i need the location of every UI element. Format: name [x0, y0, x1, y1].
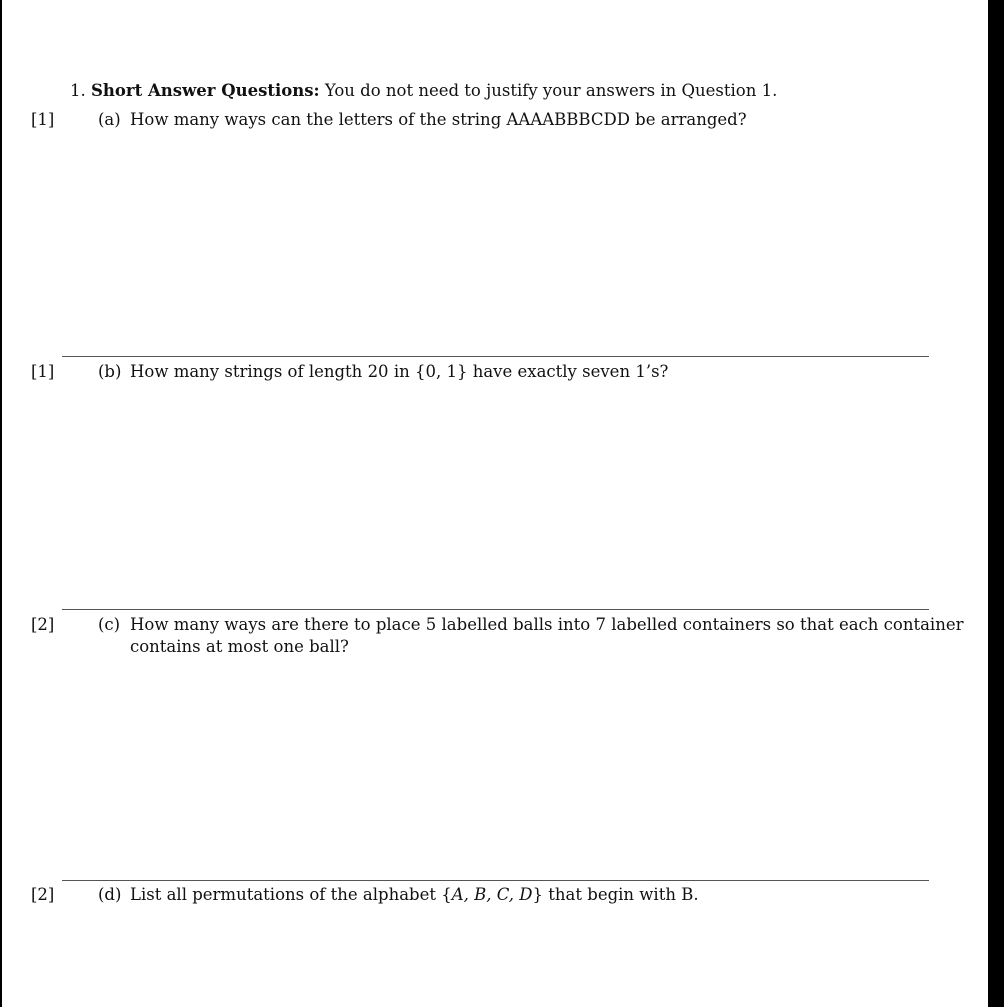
marks-part-c: [2]	[31, 615, 55, 634]
question-number: 1.	[70, 81, 86, 100]
part-a-text: How many ways can the letters of the string AAAABBBCDD be arranged?	[130, 110, 747, 129]
part-b-text-before: How many strings of length	[130, 362, 363, 381]
part-c-containers-count: 7	[595, 615, 606, 634]
part-b-text-end: ’s?	[645, 362, 669, 381]
part-d	[98, 884, 699, 906]
part-a-label: (a)	[98, 110, 121, 129]
marks-part-d: [2]	[31, 885, 55, 904]
divider-b-c	[62, 609, 929, 610]
part-c-text-after: labelled containers so that each container	[611, 615, 964, 634]
part-c-text-line2: contains at most one ball?	[130, 637, 349, 656]
marks-part-b: [1]	[31, 362, 55, 381]
question-instruction: You do not need to justify your answers in Question 1.	[324, 81, 778, 100]
part-c-balls-count: 5	[425, 615, 437, 634]
marks-part-a: [1]	[31, 110, 55, 129]
part-d-alphabet-set	[441, 885, 543, 904]
part-b-binary-set: {0, 1}	[414, 362, 468, 381]
part-d-text-end: .	[693, 885, 699, 904]
part-d-label: (d)	[98, 885, 122, 904]
part-c	[98, 614, 963, 658]
part-b-label: (b)	[98, 362, 122, 381]
part-b	[98, 361, 668, 383]
part-a	[98, 109, 747, 131]
part-b-one-digit: 1	[635, 362, 646, 381]
divider-a-b	[62, 356, 929, 357]
part-c-text-before: How many ways are there to place	[130, 615, 421, 634]
divider-c-d	[62, 880, 929, 881]
part-d-letter: B	[681, 885, 694, 904]
exam-page	[2, 0, 988, 1007]
question-header	[70, 80, 777, 102]
part-d-set-close: }	[532, 885, 544, 904]
question-title: Short Answer Questions:	[91, 81, 320, 100]
part-c-text-mid: labelled balls into	[441, 615, 591, 634]
part-d-set-open: {	[441, 885, 452, 904]
part-b-text-in: in	[393, 362, 410, 381]
part-b-length-value: 20	[367, 362, 389, 381]
part-d-set-items: A, B, C, D	[451, 885, 533, 904]
part-c-label: (c)	[98, 615, 121, 634]
part-d-text-after: that begin with	[548, 885, 676, 904]
part-b-text-after: have exactly seven	[472, 362, 631, 381]
part-d-text-before: List all permutations of the alphabet	[130, 885, 436, 904]
